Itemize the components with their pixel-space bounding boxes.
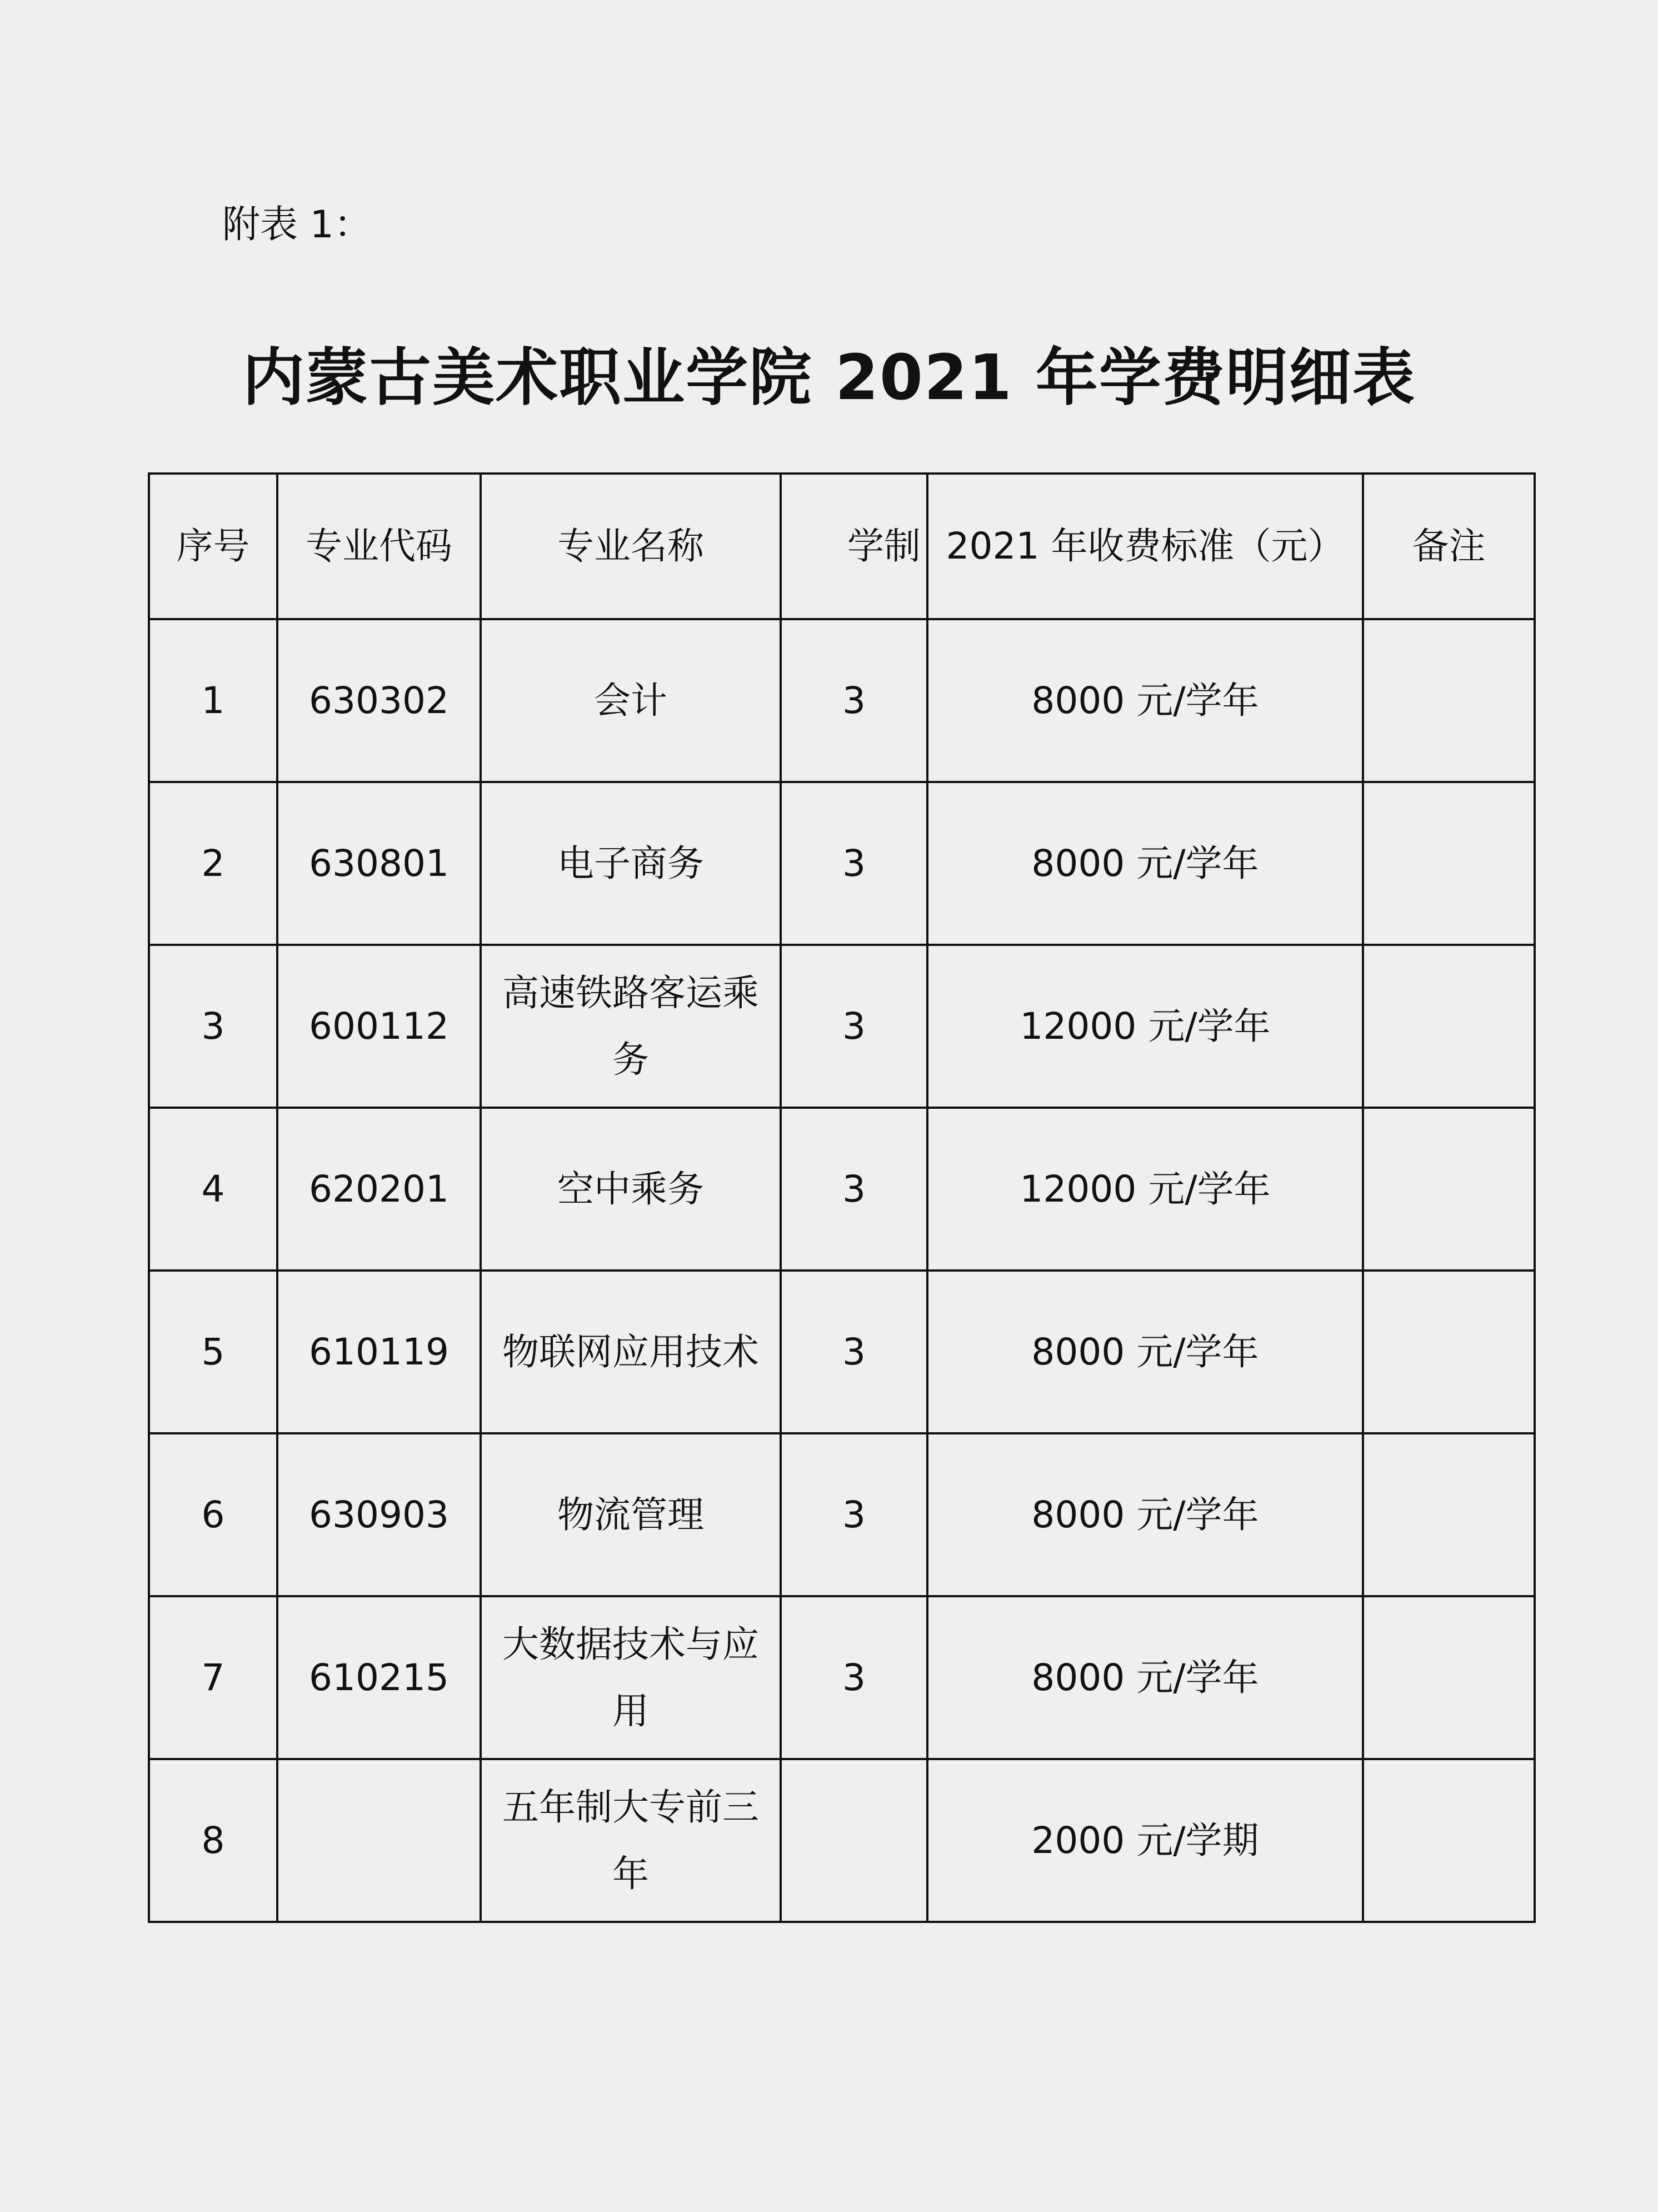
cell-fee: 8000 元/学年 bbox=[927, 619, 1363, 782]
cell-name: 会计 bbox=[481, 619, 781, 782]
cell-no: 7 bbox=[149, 1596, 277, 1759]
cell-name: 五年制大专前三年 bbox=[481, 1759, 781, 1922]
tuition-table bbox=[148, 472, 1536, 1923]
header-note: 备注 bbox=[1363, 474, 1535, 619]
table-header-row bbox=[149, 474, 1535, 619]
cell-note bbox=[1363, 1596, 1535, 1759]
header-name: 专业名称 bbox=[481, 474, 781, 619]
cell-years bbox=[781, 1759, 927, 1922]
document-title: 内蒙古美术职业学院 2021 年学费明细表 bbox=[242, 342, 1416, 414]
header-code: 专业代码 bbox=[277, 474, 481, 619]
cell-code: 610215 bbox=[277, 1596, 481, 1759]
cell-code: 630302 bbox=[277, 619, 481, 782]
table-row bbox=[149, 1596, 1535, 1759]
cell-code: 600112 bbox=[277, 945, 481, 1108]
header-years: 学制 bbox=[781, 474, 927, 619]
cell-fee: 8000 元/学年 bbox=[927, 782, 1363, 945]
cell-years: 3 bbox=[781, 1596, 927, 1759]
cell-no: 8 bbox=[149, 1759, 277, 1922]
cell-code: 610119 bbox=[277, 1271, 481, 1433]
cell-name: 电子商务 bbox=[481, 782, 781, 945]
cell-code: 630801 bbox=[277, 782, 481, 945]
cell-note bbox=[1363, 1108, 1535, 1271]
attachment-label: 附表 1： bbox=[222, 203, 372, 247]
cell-name: 高速铁路客运乘务 bbox=[481, 945, 781, 1108]
cell-no: 4 bbox=[149, 1108, 277, 1271]
table-row bbox=[149, 1433, 1535, 1596]
cell-name: 大数据技术与应用 bbox=[481, 1596, 781, 1759]
cell-note bbox=[1363, 945, 1535, 1108]
table-row bbox=[149, 945, 1535, 1108]
cell-code: 630903 bbox=[277, 1433, 481, 1596]
cell-note bbox=[1363, 1433, 1535, 1596]
cell-fee: 12000 元/学年 bbox=[927, 945, 1363, 1108]
cell-note bbox=[1363, 1271, 1535, 1433]
cell-name: 空中乘务 bbox=[481, 1108, 781, 1271]
cell-name: 物流管理 bbox=[481, 1433, 781, 1596]
cell-name: 物联网应用技术 bbox=[481, 1271, 781, 1433]
cell-note bbox=[1363, 1759, 1535, 1922]
cell-years: 3 bbox=[781, 1433, 927, 1596]
cell-fee: 8000 元/学年 bbox=[927, 1596, 1363, 1759]
cell-years: 3 bbox=[781, 1271, 927, 1433]
cell-fee: 12000 元/学年 bbox=[927, 1108, 1363, 1271]
table-row bbox=[149, 619, 1535, 782]
cell-no: 3 bbox=[149, 945, 277, 1108]
cell-fee: 2000 元/学期 bbox=[927, 1759, 1363, 1922]
header-no: 序号 bbox=[149, 474, 277, 619]
header-fee: 2021 年收费标准（元） bbox=[927, 474, 1363, 619]
table-row bbox=[149, 782, 1535, 945]
cell-no: 1 bbox=[149, 619, 277, 782]
table-row bbox=[149, 1271, 1535, 1433]
cell-code bbox=[277, 1759, 481, 1922]
cell-years: 3 bbox=[781, 945, 927, 1108]
cell-no: 6 bbox=[149, 1433, 277, 1596]
cell-no: 2 bbox=[149, 782, 277, 945]
cell-fee: 8000 元/学年 bbox=[927, 1271, 1363, 1433]
cell-years: 3 bbox=[781, 1108, 927, 1271]
cell-note bbox=[1363, 782, 1535, 945]
cell-note bbox=[1363, 619, 1535, 782]
table-row bbox=[149, 1108, 1535, 1271]
cell-years: 3 bbox=[781, 619, 927, 782]
cell-years: 3 bbox=[781, 782, 927, 945]
cell-no: 5 bbox=[149, 1271, 277, 1433]
table-row bbox=[149, 1759, 1535, 1922]
cell-code: 620201 bbox=[277, 1108, 481, 1271]
cell-fee: 8000 元/学年 bbox=[927, 1433, 1363, 1596]
